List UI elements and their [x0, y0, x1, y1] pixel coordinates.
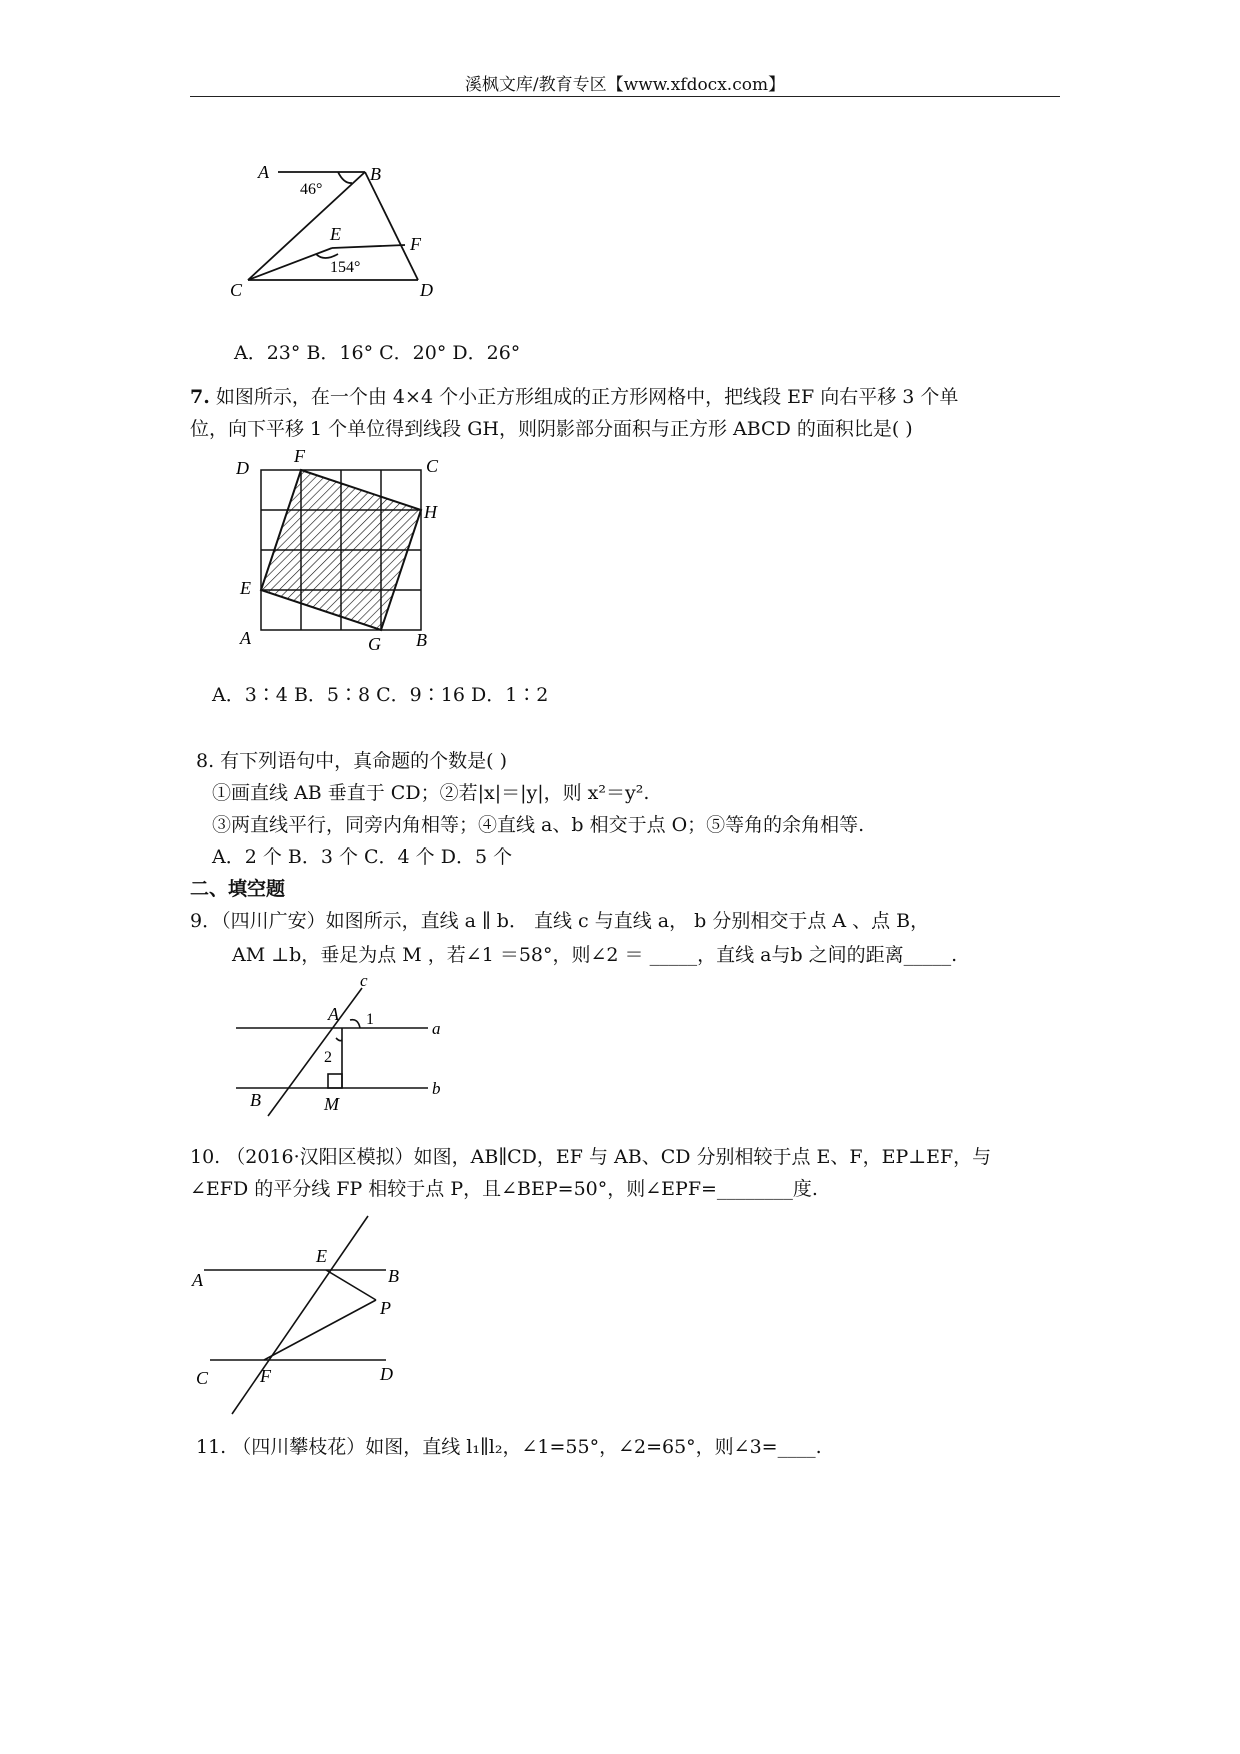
- q10-line2: ∠EFD 的平分线 FP 相较于点 P，且∠BEP=50°，则∠EPF=________度.: [190, 1178, 818, 1200]
- q8-stem: 8. 有下列语句中，真命题的个数是( ): [196, 750, 508, 772]
- q8-line2: ③两直线平行，同旁内角相等；④直线 a、b 相交于点 O；⑤等角的余角相等.: [212, 814, 865, 836]
- q9-label-a: a: [432, 1019, 441, 1038]
- q8-options: A．2 个 B．3 个 C．4 个 D．5 个: [212, 846, 513, 868]
- q7-options: A．3∶4 B．5∶8 C．9∶16 D．1∶2: [212, 684, 549, 706]
- q6-label-C: C: [230, 280, 243, 300]
- q10-figure: [190, 1210, 430, 1420]
- q6-label-F: F: [410, 234, 421, 254]
- q6-label-E: E: [330, 224, 341, 244]
- q10-label-B: B: [388, 1266, 399, 1286]
- q7-label-B: B: [416, 630, 427, 650]
- q10-label-C: C: [196, 1368, 209, 1388]
- q9-label-A: A: [328, 1004, 339, 1024]
- q7-label-G: G: [368, 634, 381, 654]
- q8-line1: ①画直线 AB 垂直于 CD；②若|x|＝|y|，则 x²＝y².: [212, 782, 650, 804]
- q7-line2: 位，向下平移 1 个单位得到线段 GH，则阴影部分面积与正方形 ABCD 的面积比是( ): [190, 418, 913, 440]
- q10-label-A: A: [192, 1270, 203, 1290]
- q7-label-H: H: [424, 502, 437, 522]
- q7-figure: [236, 446, 446, 656]
- q10-label-E: E: [316, 1246, 327, 1266]
- q7-line1: [190, 386, 958, 409]
- q9-label-c: c: [360, 974, 368, 990]
- q7-text1: 如图所示，在一个由 4×4 个小正方形组成的正方形网格中，把线段 EF 向右平移 3 个单: [215, 386, 959, 408]
- q10-line1: 10. （2016·汉阳区模拟）如图，AB∥CD，EF 与 AB、CD 分别相较于点 E、F，EP⊥EF，与: [190, 1146, 992, 1168]
- q9-line2: AM ⊥b，垂足为点 M ，若∠1 ＝58°，则∠2 ＝ _____，直线 a与b 之间的距离_____.: [232, 944, 958, 966]
- q6-label-B: B: [370, 164, 381, 184]
- q9-label-2: 2: [324, 1049, 332, 1066]
- q7-label-D: D: [236, 458, 249, 478]
- q7-label-E: E: [240, 578, 251, 598]
- page-header: 溪枫文库/教育专区【www.xfdocx.com】: [464, 75, 786, 95]
- q6-figure: [220, 150, 460, 310]
- q10-label-D: D: [380, 1364, 393, 1384]
- q6-options: A．23° B．16° C．20° D．26°: [234, 342, 521, 364]
- q9-label-B: B: [250, 1090, 261, 1110]
- q11-line1: 11. （四川攀枝花）如图，直线 l₁∥l₂，∠1=55°，∠2=65°，则∠3=____.: [196, 1436, 822, 1458]
- q6-label-A: A: [258, 162, 269, 182]
- q7-number: 7.: [190, 386, 210, 408]
- q9-label-M: M: [324, 1094, 339, 1114]
- q7-label-F: F: [294, 446, 305, 466]
- section-title: 二、填空题: [190, 878, 286, 900]
- q7-label-C: C: [426, 456, 439, 476]
- q6-angle-154: 154°: [330, 259, 361, 276]
- header-divider: [190, 96, 1060, 97]
- q6-angle-46: 46°: [300, 181, 323, 198]
- q9-line1: 9．（四川广安）如图所示，直线 a ∥ b． 直线 c 与直线 a， b 分别相交于点 A 、点 B，: [190, 910, 930, 932]
- q10-label-P: P: [380, 1298, 391, 1318]
- q9-figure: [232, 974, 452, 1124]
- q9-label-1: 1: [366, 1011, 374, 1028]
- q10-label-F: F: [260, 1366, 271, 1386]
- q6-label-D: D: [420, 280, 433, 300]
- q7-label-A: A: [240, 628, 251, 648]
- q9-label-b: b: [432, 1079, 441, 1098]
